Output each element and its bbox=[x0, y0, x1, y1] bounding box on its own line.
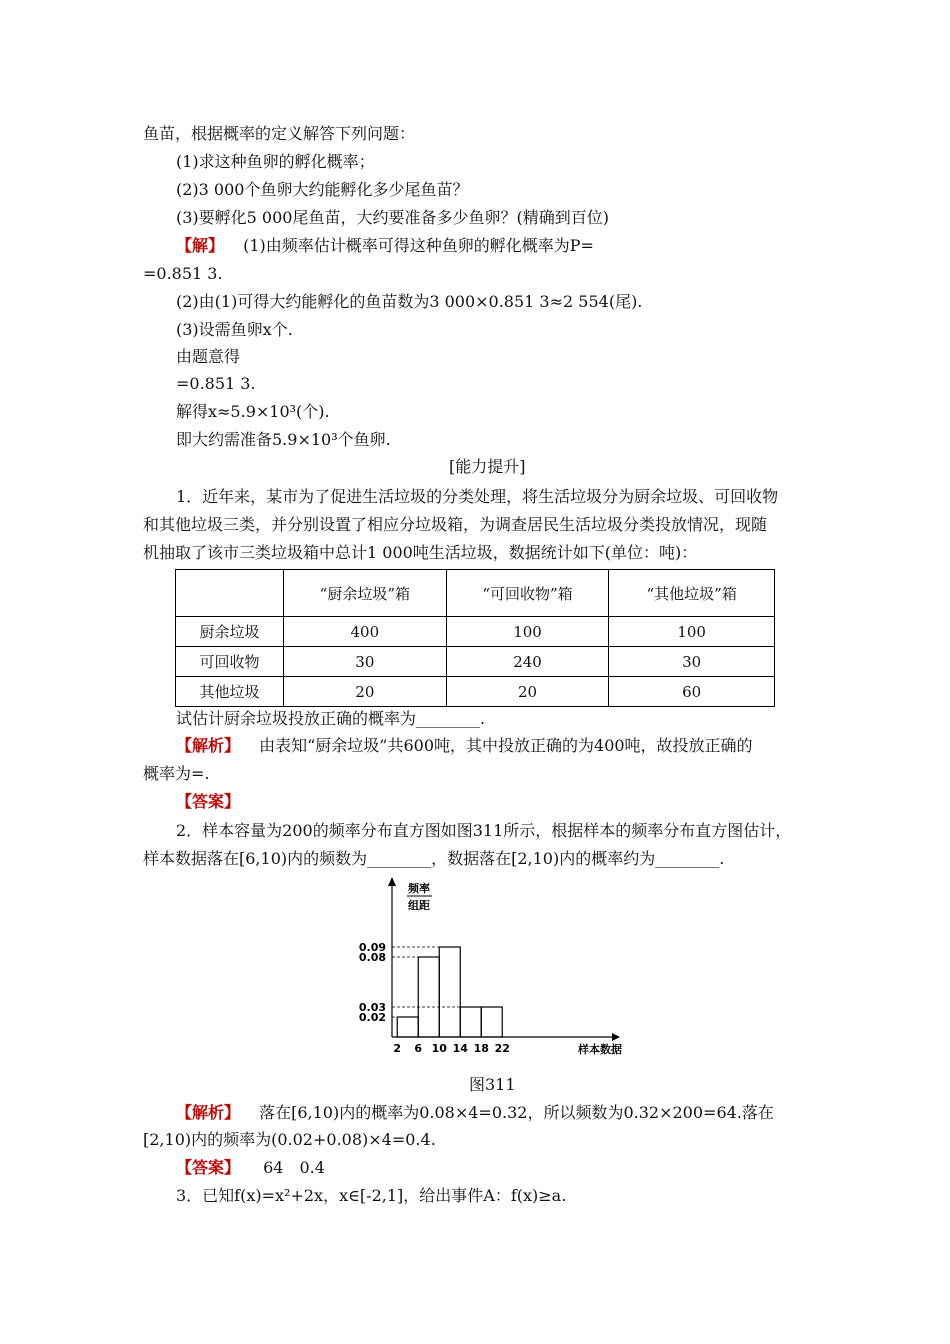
answer-line bbox=[176, 1157, 325, 1179]
section-title: [能力提升] bbox=[449, 457, 526, 476]
solution-line bbox=[176, 235, 594, 257]
table-row bbox=[176, 617, 775, 647]
table-header-cell: “其他垃圾”箱 bbox=[609, 570, 775, 617]
figure-caption: 图311 bbox=[469, 1075, 516, 1094]
data-table bbox=[175, 569, 775, 707]
question-line: 3．已知f(x)=x²+2x，x∈[-2,1]，给出事件A：f(x)≥a. bbox=[176, 1186, 567, 1205]
table-cell: 60 bbox=[609, 677, 775, 707]
histogram-chart bbox=[350, 872, 650, 1072]
x-axis-label: 样本数据 bbox=[578, 1043, 622, 1056]
question-line: 2．样本容量为200的频率分布直方图如图311所示，根据样本的频率分布直方图估计， bbox=[176, 821, 792, 840]
analysis-tag: 【解析】 bbox=[176, 736, 241, 755]
question-line: 1．近年来，某市为了促进生活垃圾的分类处理，将生活垃圾分为厨余垃圾、可回收物 bbox=[176, 487, 779, 506]
answer-line bbox=[176, 791, 240, 813]
text-line: (2)3 000个鱼卵大约能孵化多少尾鱼苗？ bbox=[176, 180, 469, 199]
solution-text: (1)由频率估计概率可得这种鱼卵的孵化概率为P= bbox=[243, 236, 594, 255]
table-cell: 30 bbox=[284, 647, 447, 677]
histogram-bar bbox=[481, 1007, 502, 1037]
table-header-cell bbox=[176, 570, 284, 617]
y-axis-label: 频率 bbox=[408, 882, 430, 895]
x-tick-label: 22 bbox=[494, 1042, 510, 1055]
analysis-line bbox=[176, 735, 753, 757]
table-header-cell: “厨余垃圾”箱 bbox=[284, 570, 447, 617]
y-tick-label: 0.02 bbox=[358, 1011, 386, 1024]
answer-text: 64 0.4 bbox=[263, 1158, 325, 1177]
question-line: 样本数据落在[6,10)内的频数为________，数据落在[2,10)内的概率约为________. bbox=[143, 849, 725, 868]
y-tick-label: 0.09 bbox=[358, 941, 386, 954]
table-header-row bbox=[176, 570, 775, 617]
text-line: (3)设需鱼卵x个. bbox=[176, 320, 293, 339]
text-line: [2,10)内的频率为(0.02+0.08)×4=0.4. bbox=[143, 1130, 436, 1149]
table-cell: 其他垃圾 bbox=[176, 677, 284, 707]
text-line: =0.851 3. bbox=[143, 264, 223, 283]
text-line: (2)由(1)可得大约能孵化的鱼苗数为3 000×0.851 3≈2 554(尾). bbox=[176, 292, 643, 311]
table-row bbox=[176, 647, 775, 677]
x-tick-label: 6 bbox=[414, 1042, 423, 1055]
question-line: 和其他垃圾三类，并分别设置了相应分垃圾箱，为调查居民生活垃圾分类投放情况，现随 bbox=[143, 515, 768, 534]
y-tick-label: 0.03 bbox=[358, 1001, 386, 1014]
table-cell: 可回收物 bbox=[176, 647, 284, 677]
text-line: 解得x≈5.9×10³(个). bbox=[176, 402, 330, 421]
table-cell: 厨余垃圾 bbox=[176, 617, 284, 647]
table-header-cell: “可回收物”箱 bbox=[446, 570, 609, 617]
x-tick-label: 14 bbox=[452, 1042, 468, 1055]
analysis-text: 落在[6,10)内的概率为0.08×4=0.32，所以频数为0.32×200=64.落在 bbox=[259, 1103, 774, 1122]
analysis-tag: 【解析】 bbox=[176, 1103, 241, 1122]
x-tick-label: 18 bbox=[473, 1042, 489, 1055]
y-axis-arrow bbox=[388, 877, 396, 886]
analysis-text: 由表知“厨余垃圾”共600吨，其中投放正确的为400吨，故投放正确的 bbox=[259, 736, 753, 755]
table-row bbox=[176, 677, 775, 707]
histogram-bar bbox=[439, 947, 460, 1037]
solution-tag: 【解】 bbox=[176, 236, 225, 255]
text-line: 概率为=. bbox=[143, 764, 210, 783]
y-axis-label: 组距 bbox=[408, 899, 430, 912]
histogram-bar bbox=[418, 957, 439, 1037]
text-line: 即大约需准备5.9×10³个鱼卵. bbox=[176, 430, 391, 449]
table-cell: 100 bbox=[446, 617, 609, 647]
x-tick-label: 10 bbox=[431, 1042, 447, 1055]
x-axis-arrow bbox=[612, 1033, 620, 1041]
x-tick-label: 2 bbox=[393, 1042, 402, 1055]
table-cell: 30 bbox=[609, 647, 775, 677]
question-line: 机抽取了该市三类垃圾箱中总计1 000吨生活垃圾，数据统计如下(单位：吨)： bbox=[143, 543, 698, 562]
table-cell: 20 bbox=[446, 677, 609, 707]
answer-tag: 【答案】 bbox=[176, 792, 241, 811]
histogram-bar bbox=[397, 1017, 418, 1037]
text-line: 由题意得 bbox=[176, 347, 241, 366]
text-line: (1)求这种鱼卵的孵化概率； bbox=[176, 152, 375, 171]
analysis-line bbox=[176, 1102, 774, 1124]
answer-tag: 【答案】 bbox=[176, 1158, 241, 1177]
table-cell: 400 bbox=[284, 617, 447, 647]
y-tick-label: 0.08 bbox=[358, 951, 386, 964]
text-line: (3)要孵化5 000尾鱼苗，大约要准备多少鱼卵？(精确到百位) bbox=[176, 208, 609, 227]
histogram-bar bbox=[460, 1007, 481, 1037]
table-cell: 20 bbox=[284, 677, 447, 707]
table-cell: 100 bbox=[609, 617, 775, 647]
text-line: 鱼苗，根据概率的定义解答下列问题： bbox=[143, 124, 416, 143]
question-line: 试估计厨余垃圾投放正确的概率为________. bbox=[176, 709, 486, 728]
text-line: =0.851 3. bbox=[176, 374, 256, 393]
table-cell: 240 bbox=[446, 647, 609, 677]
